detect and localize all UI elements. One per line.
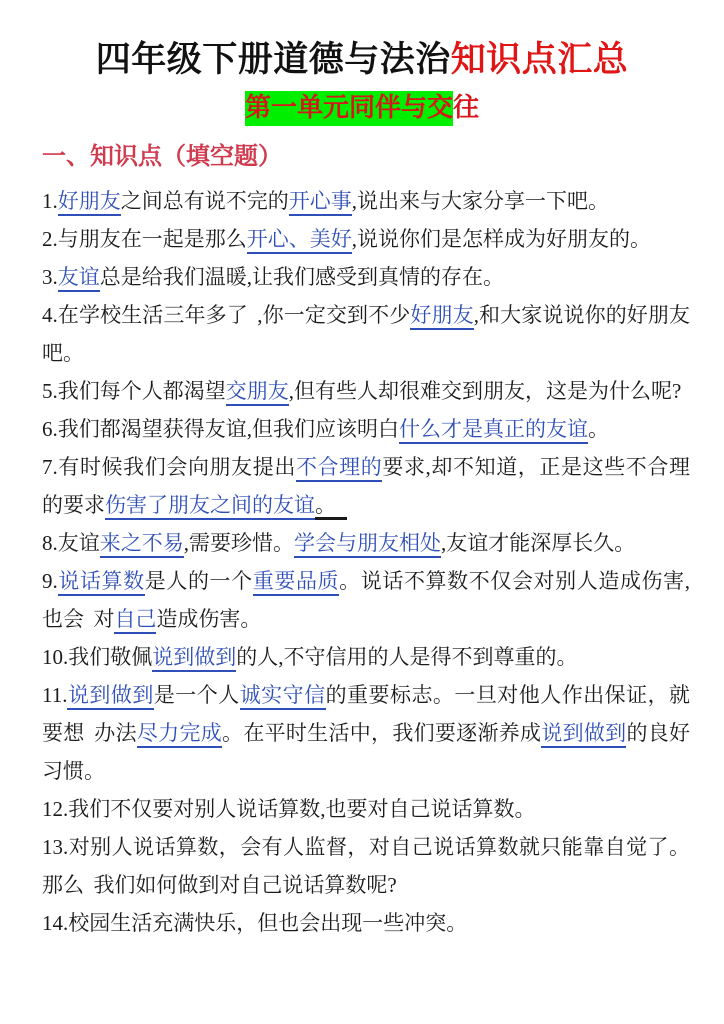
keyword-blank: 友谊 (58, 265, 100, 292)
item-number: 11. (42, 683, 68, 707)
keyword-blank: 交朋友 (226, 379, 289, 406)
body-text: 。在平时生活中，我们要逐渐养成 (222, 721, 542, 745)
body-text: 的重要标志。一旦对他人作出保证，就要想 (42, 683, 691, 745)
knowledge-point-item (42, 258, 690, 296)
body-text: 与朋友在一起是那么 (57, 227, 247, 251)
body-text: 的人,不守信用的人是得不到尊重的。 (236, 645, 578, 669)
body-text: 是一个人 (153, 683, 240, 707)
body-text: 是人的一个 (144, 569, 253, 593)
body-text: 。说话不算数不仅会对别人造成伤害,也会 (42, 569, 691, 631)
knowledge-point-item (42, 904, 690, 942)
keyword-blank: 学会与朋友相处 (294, 531, 441, 558)
body-text: ,说说你们是怎样成为好朋友的。 (351, 227, 651, 251)
item-number: 6. (42, 417, 58, 441)
knowledge-point-item (42, 220, 690, 258)
knowledge-point-item (42, 828, 690, 904)
item-number: 10. (42, 645, 69, 669)
body-text: 我们都渴望获得友谊,但我们应该明白 (57, 417, 399, 441)
page-subtitle (0, 84, 724, 126)
item-number: 3. (42, 265, 58, 289)
keyword-blank: 开心、美好 (247, 227, 352, 254)
body-text: 之间总有说不完的 (120, 189, 289, 213)
knowledge-point-list (0, 176, 724, 942)
knowledge-point-item (42, 562, 690, 638)
item-number: 9. (42, 569, 58, 593)
body-text: 我们如何做到对自己说话算数呢? (93, 873, 397, 897)
keyword-blank: 诚实守信 (240, 683, 326, 710)
knowledge-point-item (42, 410, 690, 448)
body-text: ,说出来与大家分享一下吧。 (351, 189, 609, 213)
keyword-blank: 来之不易 (100, 531, 184, 558)
knowledge-point-item (42, 372, 690, 410)
page-title-red-part: 知识点汇总 (450, 40, 629, 79)
keyword-blank: 说到做到 (152, 645, 236, 672)
keyword-blank: 什么才是真正的友谊 (399, 417, 588, 444)
item-number: 1. (42, 189, 58, 213)
subtitle-trailing-text: 往 (453, 93, 480, 122)
item-number: 12. (42, 797, 69, 821)
item-number: 13. (42, 835, 69, 859)
keyword-blank: 说到做到 (67, 683, 153, 710)
body-text: 我们每个人都渴望 (57, 379, 226, 403)
body-text: ,但有些人却很难交到朋友，这是为什么呢? (288, 379, 682, 403)
body-text: 我们不仅要对别人说话算数,也要对自己说话算数。 (68, 797, 536, 821)
keyword-blank: 自己 (114, 607, 156, 634)
knowledge-point-item (42, 638, 690, 676)
keyword-blank: 重要品质 (253, 569, 339, 596)
keyword-blank: 好朋友 (58, 189, 121, 216)
knowledge-point-item (42, 448, 690, 524)
body-text: 对 (93, 607, 115, 631)
knowledge-point-item (42, 182, 690, 220)
body-text: ,和大家说说你的好朋友吧。 (42, 303, 691, 365)
body-text: 办法 (94, 721, 137, 745)
body-text: 总是给我们温暖,让我们感受到真情的存在。 (99, 265, 504, 289)
page-title (0, 0, 724, 84)
body-text: 我们敬佩 (68, 645, 153, 669)
body-text: 友谊 (57, 531, 100, 555)
body-text: 有时候我们会向朋友提出 (57, 455, 296, 479)
subtitle-highlighted-text: 第一单元同伴与交 (245, 91, 453, 126)
item-number: 7. (42, 455, 58, 479)
keyword-blank: 说话算数 (58, 569, 145, 596)
body-text: 的良好习惯。 (42, 721, 691, 783)
body-text: 校园生活充满快乐，但也会出现一些冲突。 (68, 911, 468, 935)
body-text: 对别人说话算数，会有人监督，对自己说话算数就只能靠自觉了。那么 (42, 835, 690, 897)
keyword-blank: 开心事 (289, 189, 352, 216)
keyword-blank: 好朋友 (410, 303, 473, 330)
item-number: 4. (42, 303, 58, 327)
knowledge-point-item (42, 676, 690, 790)
item-number: 5. (42, 379, 58, 403)
body-text: ,友谊才能深厚长久。 (441, 531, 636, 555)
knowledge-point-item (42, 524, 690, 562)
section-heading: 一、知识点（填空题） (42, 144, 282, 170)
body-text: 要求,却不知道，正是这些不合理的要求 (42, 455, 691, 517)
body-text: ,你一定交到不少 (257, 303, 411, 327)
body-text: 在学校生活三年多了 (57, 303, 248, 327)
knowledge-point-item (42, 790, 690, 828)
knowledge-point-item (42, 296, 690, 372)
item-number: 14. (42, 911, 69, 935)
keyword-blank: 尽力完成 (137, 721, 222, 748)
body-text: 造成伤害。 (156, 607, 262, 631)
body-text: ,需要珍惜。 (183, 531, 294, 555)
blank-rule: 。 (315, 493, 347, 520)
page-title-black-part: 四年级下册道德与法治 (95, 40, 451, 79)
body-text: 。 (588, 417, 609, 441)
item-number: 8. (42, 531, 58, 555)
keyword-blank: 不合理的 (296, 455, 382, 482)
item-number: 2. (42, 227, 58, 251)
keyword-blank: 伤害了朋友之间的友谊 (105, 493, 315, 520)
keyword-blank: 说到做到 (541, 721, 626, 748)
